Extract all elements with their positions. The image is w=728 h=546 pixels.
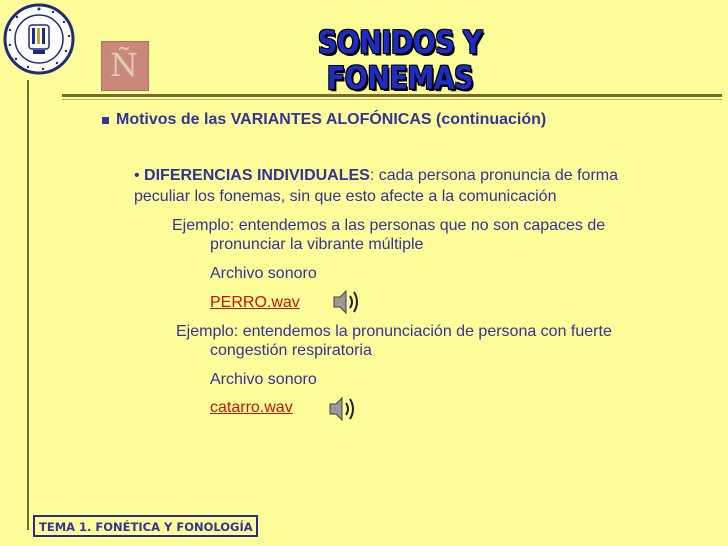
square-bullet-icon (102, 117, 109, 124)
footer-text: TEMA 1. FONÉTICA Y FONOLOGÍA (39, 520, 253, 534)
point-label: DIFERENCIAS INDIVIDUALES (144, 167, 370, 184)
example1-line2: pronunciar la vibrante múltiple (210, 236, 424, 253)
example1-line1: Ejemplo: entendemos a las personas que no son capaces de (172, 217, 606, 234)
example2-line2: congestión respiratoria (210, 342, 372, 359)
footer-box (33, 515, 258, 537)
heading: Motivos de las VARIANTES ALOFÓNICAS (continuación) (116, 111, 547, 128)
point-text: : cada persona pronuncia de forma (369, 167, 618, 184)
enye-logo: Ñ (101, 41, 149, 91)
point-line-2: peculiar los fonemas, sin que esto afecte a la comunicación (134, 188, 557, 205)
example1-audio-label: Archivo sonoro (210, 265, 317, 282)
point-line-1 (134, 167, 618, 185)
top-rule-thin (62, 99, 722, 100)
catarro-audio-link[interactable]: catarro.wav (210, 399, 293, 416)
example2-audio-label: Archivo sonoro (210, 371, 317, 388)
speaker-icon[interactable] (322, 394, 362, 424)
perro-audio-link[interactable]: PERRO.wav (210, 294, 300, 311)
left-rule (27, 80, 29, 530)
university-seal-icon (3, 3, 75, 75)
example2-line1: Ejemplo: entendemos la pronunciación de persona con fuerte (176, 323, 612, 340)
point-bullet: • (134, 167, 145, 184)
speaker-icon[interactable] (326, 287, 366, 317)
slide-title: SONIDOS Y FONEMAS (317, 25, 483, 97)
